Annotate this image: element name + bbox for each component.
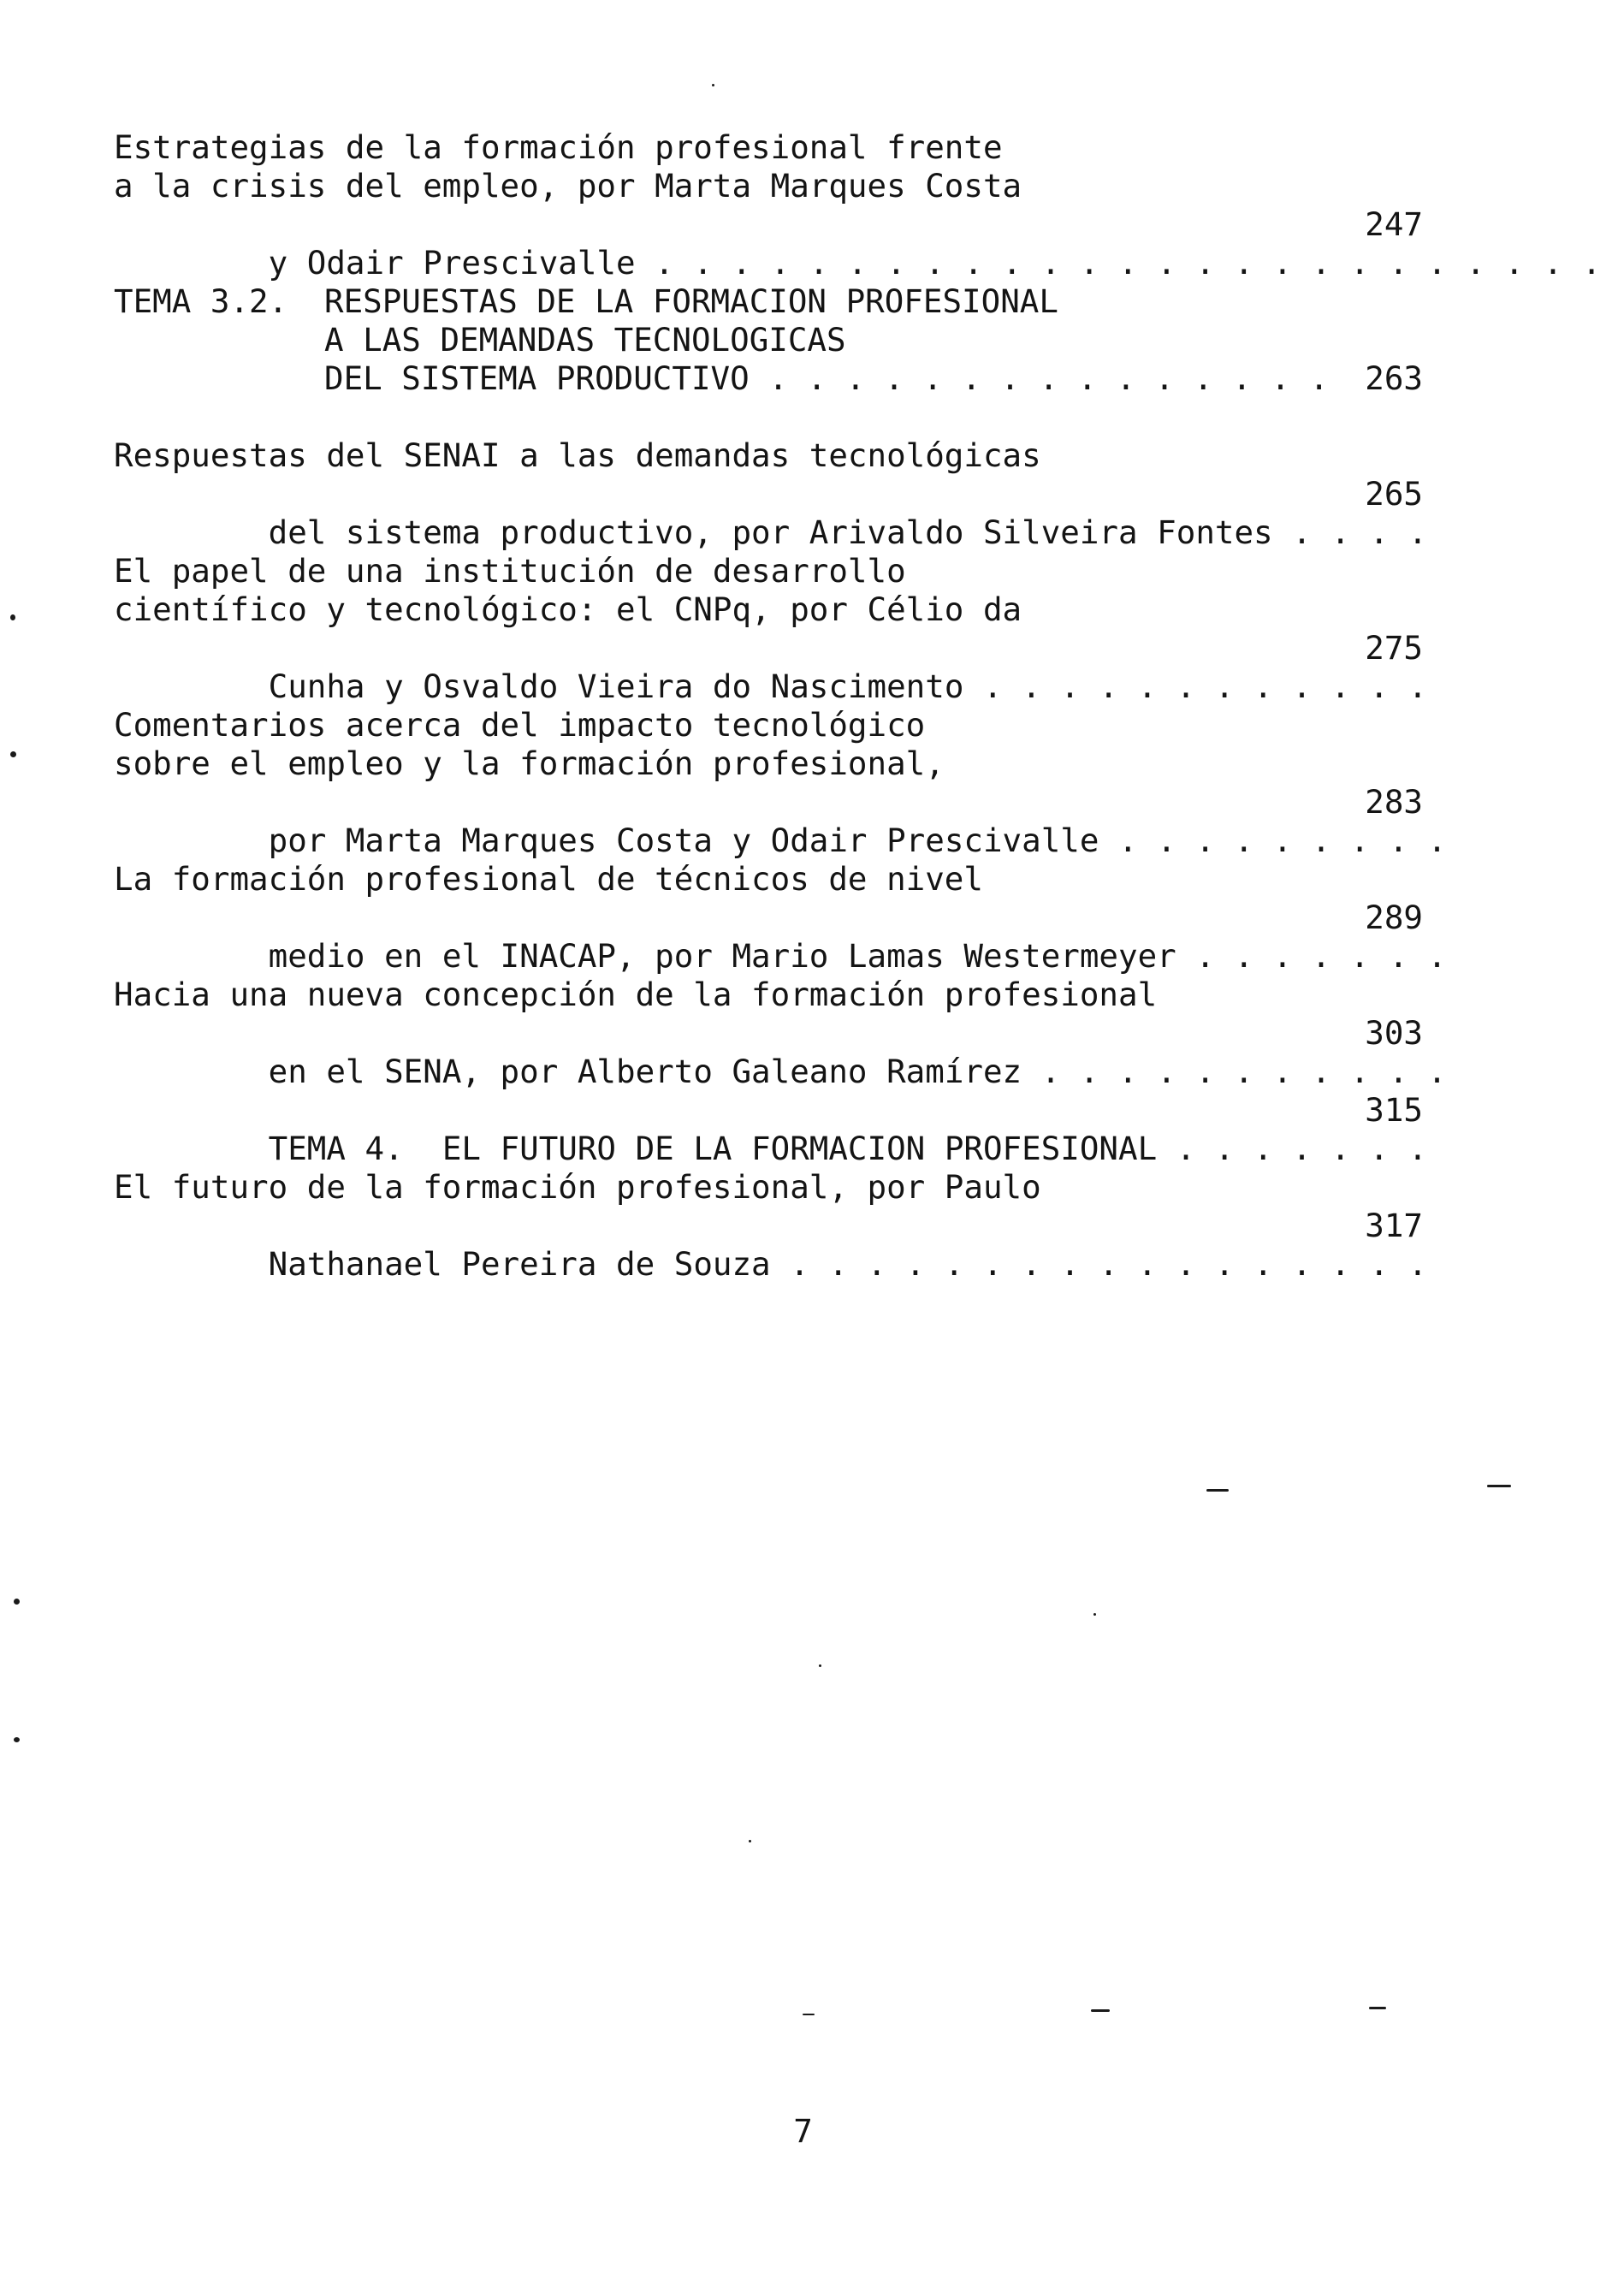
scan-speck bbox=[1093, 1613, 1096, 1616]
toc-entry-line bbox=[114, 282, 1423, 321]
toc-entry-line bbox=[114, 629, 1428, 705]
toc-page-number: 315 bbox=[1365, 1091, 1423, 1129]
scan-speck bbox=[1487, 1485, 1511, 1487]
scan-speck bbox=[10, 614, 15, 620]
toc-entry-line: Comentarios acerca del impacto tecnológico bbox=[114, 706, 926, 744]
toc-entry-text: y Odair Prescivalle . . . . . . . . . . . . . . . . . . . . . . . . . bbox=[268, 244, 1602, 282]
scan-speck bbox=[14, 1599, 20, 1605]
toc-entry-line: El papel de una institución de desarrollo bbox=[114, 552, 906, 590]
toc-entry-line: Respuestas del SENAI a las demandas tecnológicas bbox=[114, 436, 1041, 474]
toc-page-number: 247 bbox=[1365, 205, 1423, 243]
toc-entry-line: El futuro de la formación profesional, por Paulo bbox=[114, 1168, 1041, 1206]
toc-entry-text: del sistema productivo, por Arivaldo Silveira Fontes . . . . bbox=[268, 513, 1428, 551]
toc-entry bbox=[114, 706, 1447, 859]
toc-entry bbox=[114, 976, 1447, 1090]
scan-speck bbox=[1206, 1489, 1229, 1492]
toc-page-number: 275 bbox=[1365, 629, 1423, 667]
scan-speck bbox=[1369, 2007, 1386, 2009]
scan-speck bbox=[749, 1840, 751, 1842]
toc-entry-line bbox=[114, 1207, 1428, 1283]
toc-page-number: 289 bbox=[1365, 899, 1423, 936]
toc-entry-line bbox=[114, 1091, 1428, 1167]
scan-speck bbox=[1091, 2009, 1110, 2012]
toc-entry-line: La formación profesional de técnicos de nivel bbox=[114, 860, 983, 898]
toc-page-number: 317 bbox=[1365, 1207, 1423, 1244]
toc-entry bbox=[114, 1168, 1428, 1283]
scan-speck bbox=[10, 751, 16, 757]
toc-section-entry bbox=[114, 282, 1423, 398]
toc-page-number: 303 bbox=[1365, 1014, 1423, 1052]
toc-entry-line bbox=[114, 475, 1428, 551]
toc-entry-text: Nathanael Pereira de Souza . . . . . . . . . . . . . . . . . bbox=[268, 1245, 1428, 1283]
toc-entry-text: por Marta Marques Costa y Odair Prescivalle . . . . . . . . . bbox=[268, 822, 1447, 859]
toc-entry-line: a la crisis del empleo, por Marta Marques Costa bbox=[114, 167, 1022, 205]
toc-page-number: 283 bbox=[1365, 783, 1423, 821]
section-title-line: A LAS DEMANDAS TECNOLOGICAS bbox=[324, 321, 846, 359]
toc-page-number: 265 bbox=[1365, 475, 1423, 513]
page-number-footer: 7 bbox=[793, 2112, 813, 2150]
toc-entry bbox=[114, 860, 1447, 975]
toc-entry-line bbox=[114, 899, 1447, 975]
toc-entry-text: Cunha y Osvaldo Vieira do Nascimento . . . . . . . . . . . . bbox=[268, 667, 1428, 705]
toc-entry bbox=[114, 436, 1428, 551]
table-of-contents bbox=[114, 128, 1602, 1284]
toc-entry-text: medio en el INACAP, por Mario Lamas Westermeyer . . . . . . . bbox=[268, 937, 1447, 975]
section-title-line: TEMA 4. EL FUTURO DE LA FORMACION PROFESIONAL . . . . . . . bbox=[268, 1130, 1428, 1167]
toc-entry-line bbox=[114, 205, 1602, 282]
scan-speck bbox=[712, 84, 714, 86]
toc-entry-line bbox=[114, 783, 1447, 859]
toc-entry bbox=[114, 128, 1602, 282]
toc-entry-line: Hacia una nueva concepción de la formación profesional bbox=[114, 976, 1158, 1013]
toc-page-number: 263 bbox=[1365, 359, 1423, 397]
toc-entry-line bbox=[114, 321, 1423, 359]
section-title-line: DEL SISTEMA PRODUCTIVO . . . . . . . . . . . . . . . bbox=[324, 359, 1329, 397]
toc-entry-line: científico y tecnológico: el CNPq, por Célio da bbox=[114, 590, 1022, 628]
toc-section-entry bbox=[114, 1091, 1428, 1167]
section-prefix: TEMA 3.2. bbox=[114, 282, 288, 320]
scan-speck bbox=[14, 1737, 20, 1742]
toc-entry-line: sobre el empleo y la formación profesional, bbox=[114, 745, 945, 782]
section-title-line: RESPUESTAS DE LA FORMACION PROFESIONAL bbox=[324, 282, 1058, 320]
toc-entry-line: Estrategias de la formación profesional frente bbox=[114, 128, 1003, 166]
scan-speck bbox=[819, 1664, 821, 1667]
toc-entry-line bbox=[114, 359, 1423, 398]
scan-speck bbox=[803, 2014, 815, 2015]
toc-entry bbox=[114, 552, 1428, 705]
toc-entry-text: en el SENA, por Alberto Galeano Ramírez . . . . . . . . . . . bbox=[268, 1053, 1447, 1090]
toc-entry-line bbox=[114, 1014, 1447, 1090]
